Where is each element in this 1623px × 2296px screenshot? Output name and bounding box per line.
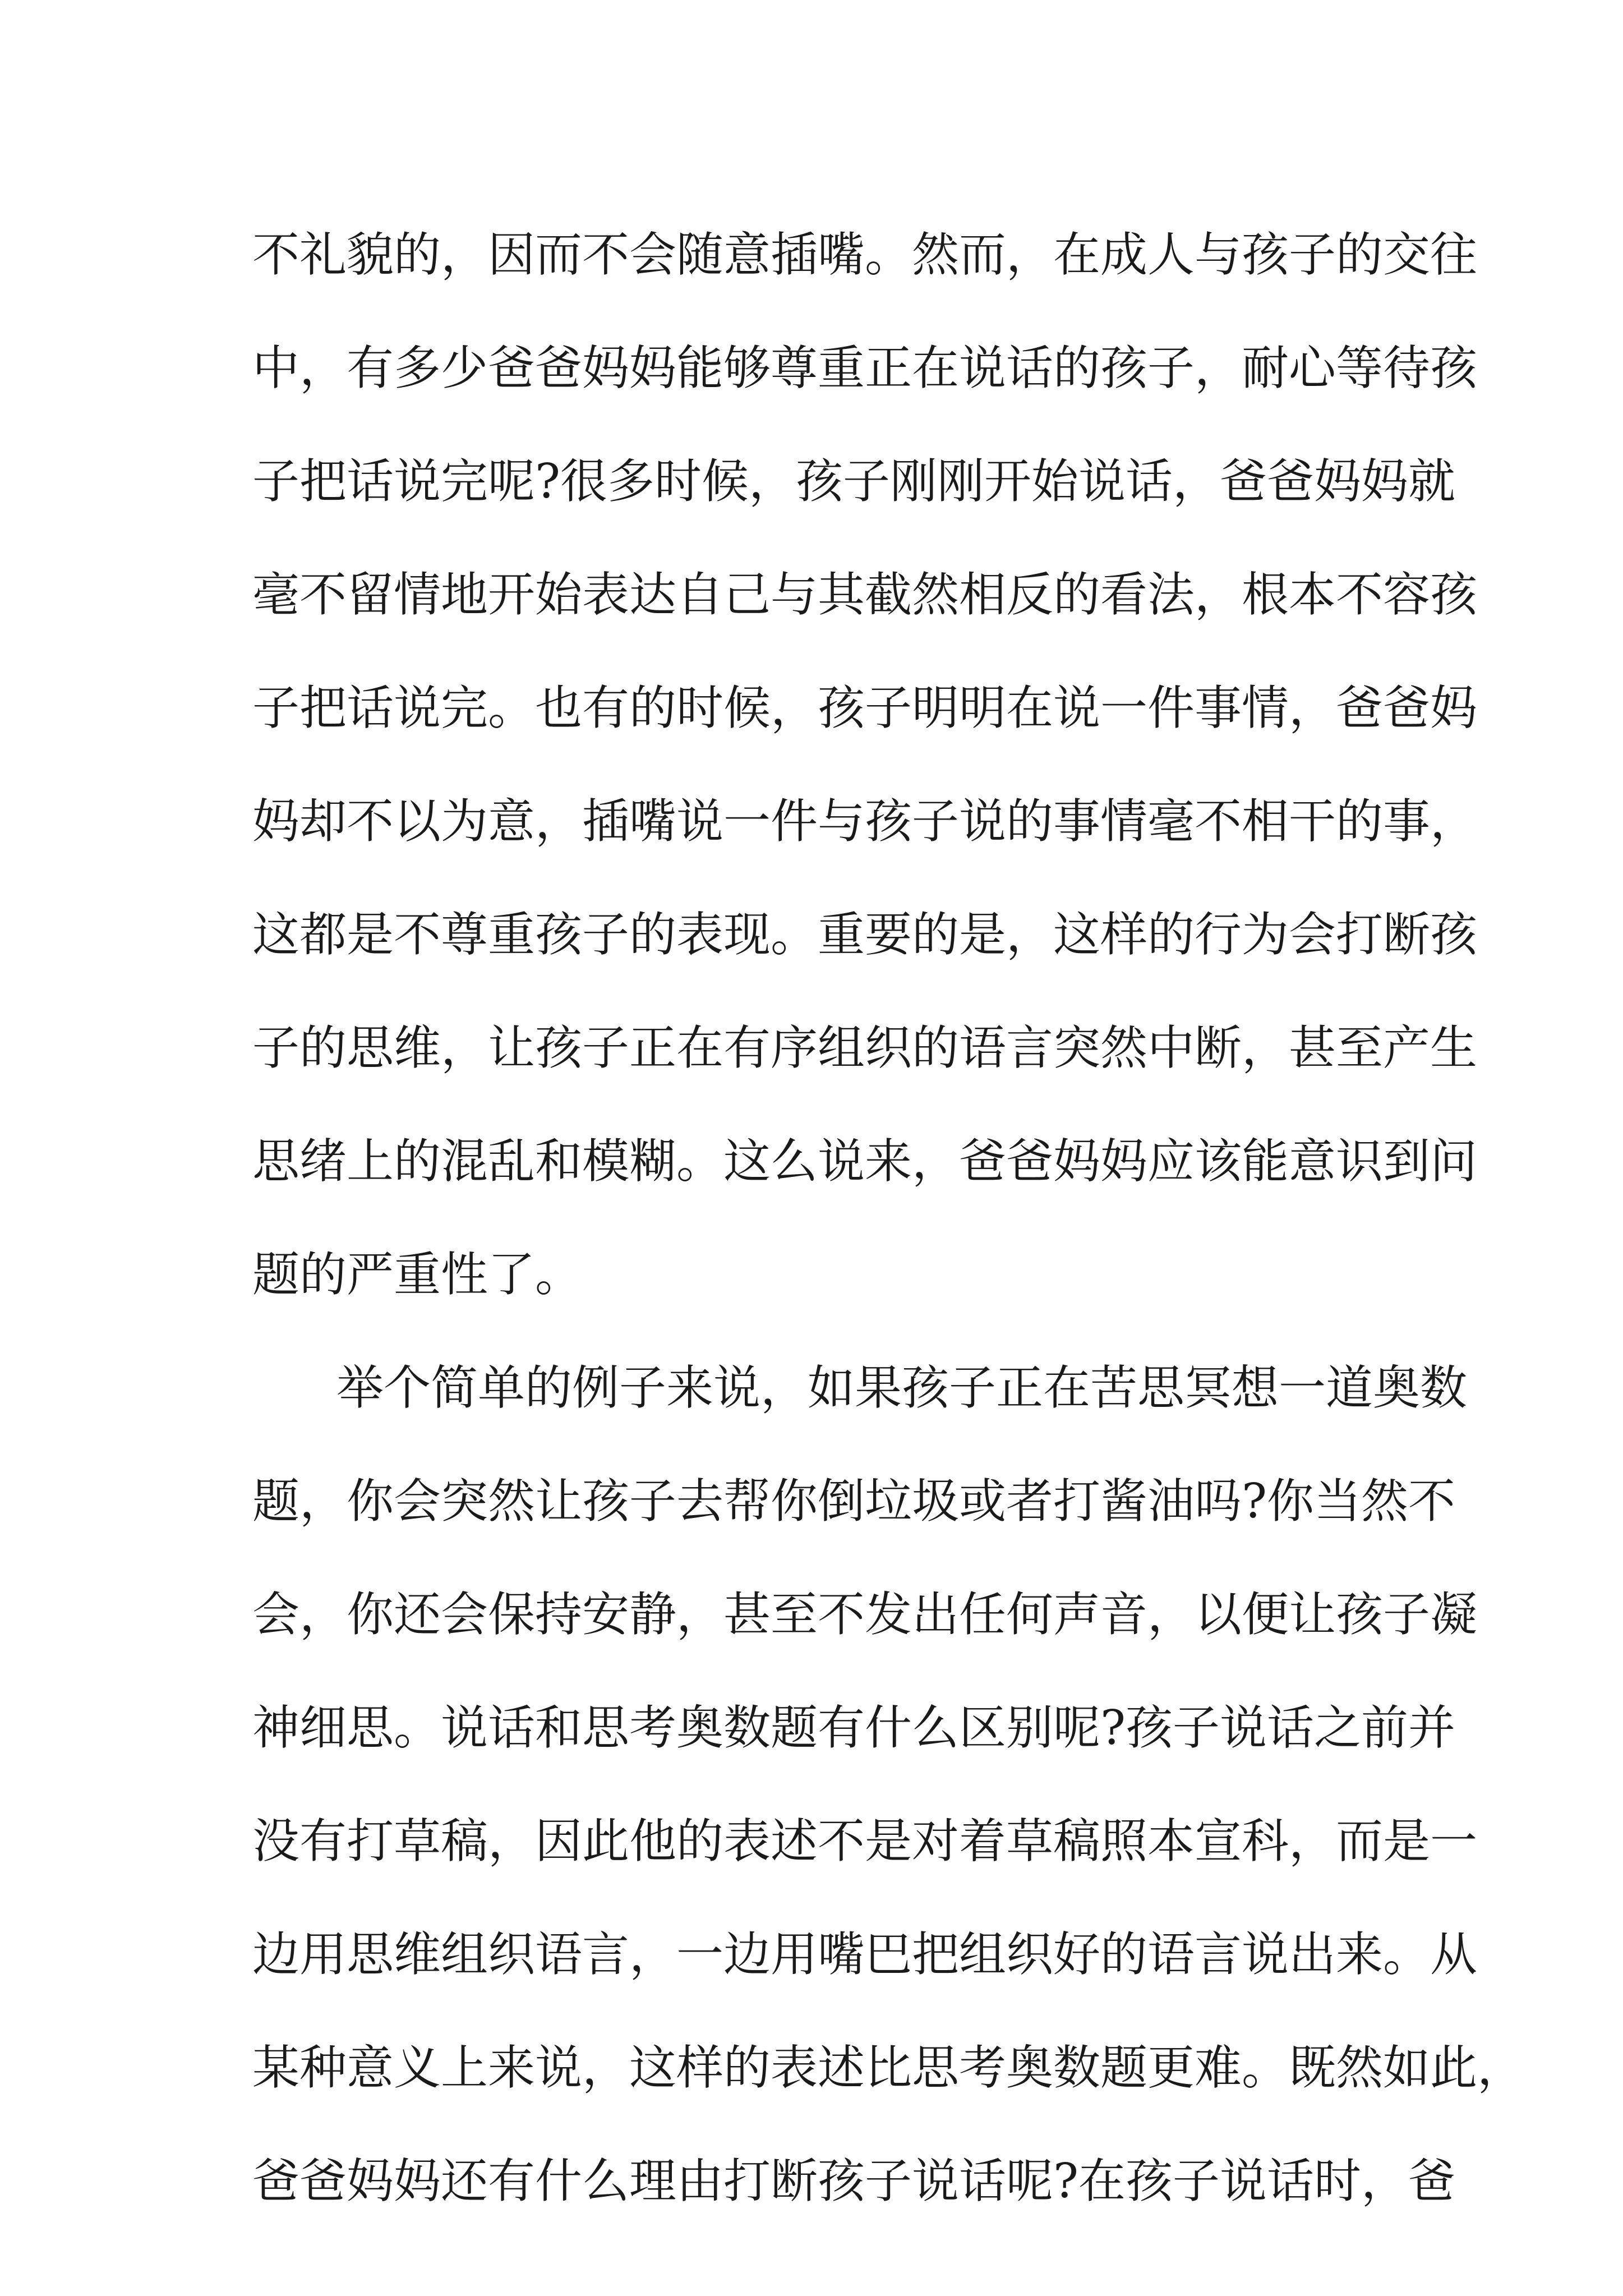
text-line-16: 边用思维组织语言，一边用嘴巴把组织好的语言说出来。从 — [252, 1927, 1478, 1982]
text-line-17: 某种意义上来说，这样的表述比思考奥数题更难。既然如此， — [252, 2040, 1525, 2095]
text-line-4: 毫不留情地开始表达自己与其截然相反的看法，根本不容孩 — [252, 567, 1478, 622]
text-line-10: 题的严重性了。 — [252, 1247, 583, 1302]
text-line-6: 妈却不以为意，插嘴说一件与孩子说的事情毫不相干的事， — [252, 794, 1478, 849]
text-line-15: 没有打草稿，因此他的表述不是对着草稿照本宣科，而是一 — [252, 1814, 1478, 1869]
text-line-14: 神细思。说话和思考奥数题有什么区别呢?孩子说话之前并 — [252, 1700, 1456, 1755]
text-line-3: 子把话说完呢?很多时候，孩子刚刚开始说话，爸爸妈妈就 — [252, 454, 1456, 509]
text-line-9: 思绪上的混乱和模糊。这么说来，爸爸妈妈应该能意识到问 — [252, 1134, 1478, 1189]
text-line-13: 会，你还会保持安静，甚至不发出任何声音，以便让孩子凝 — [252, 1587, 1478, 1642]
text-line-18: 爸爸妈妈还有什么理由打断孩子说话呢?在孩子说话时，爸 — [252, 2154, 1456, 2208]
text-line-2: 中，有多少爸爸妈妈能够尊重正在说话的孩子，耐心等待孩 — [252, 341, 1478, 395]
text-line-8: 子的思维，让孩子正在有序组织的语言突然中断，甚至产生 — [252, 1020, 1478, 1075]
text-line-5: 子把话说完。也有的时候，孩子明明在说一件事情，爸爸妈 — [252, 680, 1478, 735]
text-line-1: 不礼貌的，因而不会随意插嘴。然而，在成人与孩子的交往 — [252, 227, 1478, 282]
text-line-7: 这都是不尊重孩子的表现。重要的是，这样的行为会打断孩 — [252, 907, 1478, 962]
text-line-12: 题，你会突然让孩子去帮你倒垃圾或者打酱油吗?你当然不 — [252, 1474, 1456, 1529]
text-line-11: 举个简单的例子来说，如果孩子正在苦思冥想一道奥数 — [336, 1360, 1468, 1415]
